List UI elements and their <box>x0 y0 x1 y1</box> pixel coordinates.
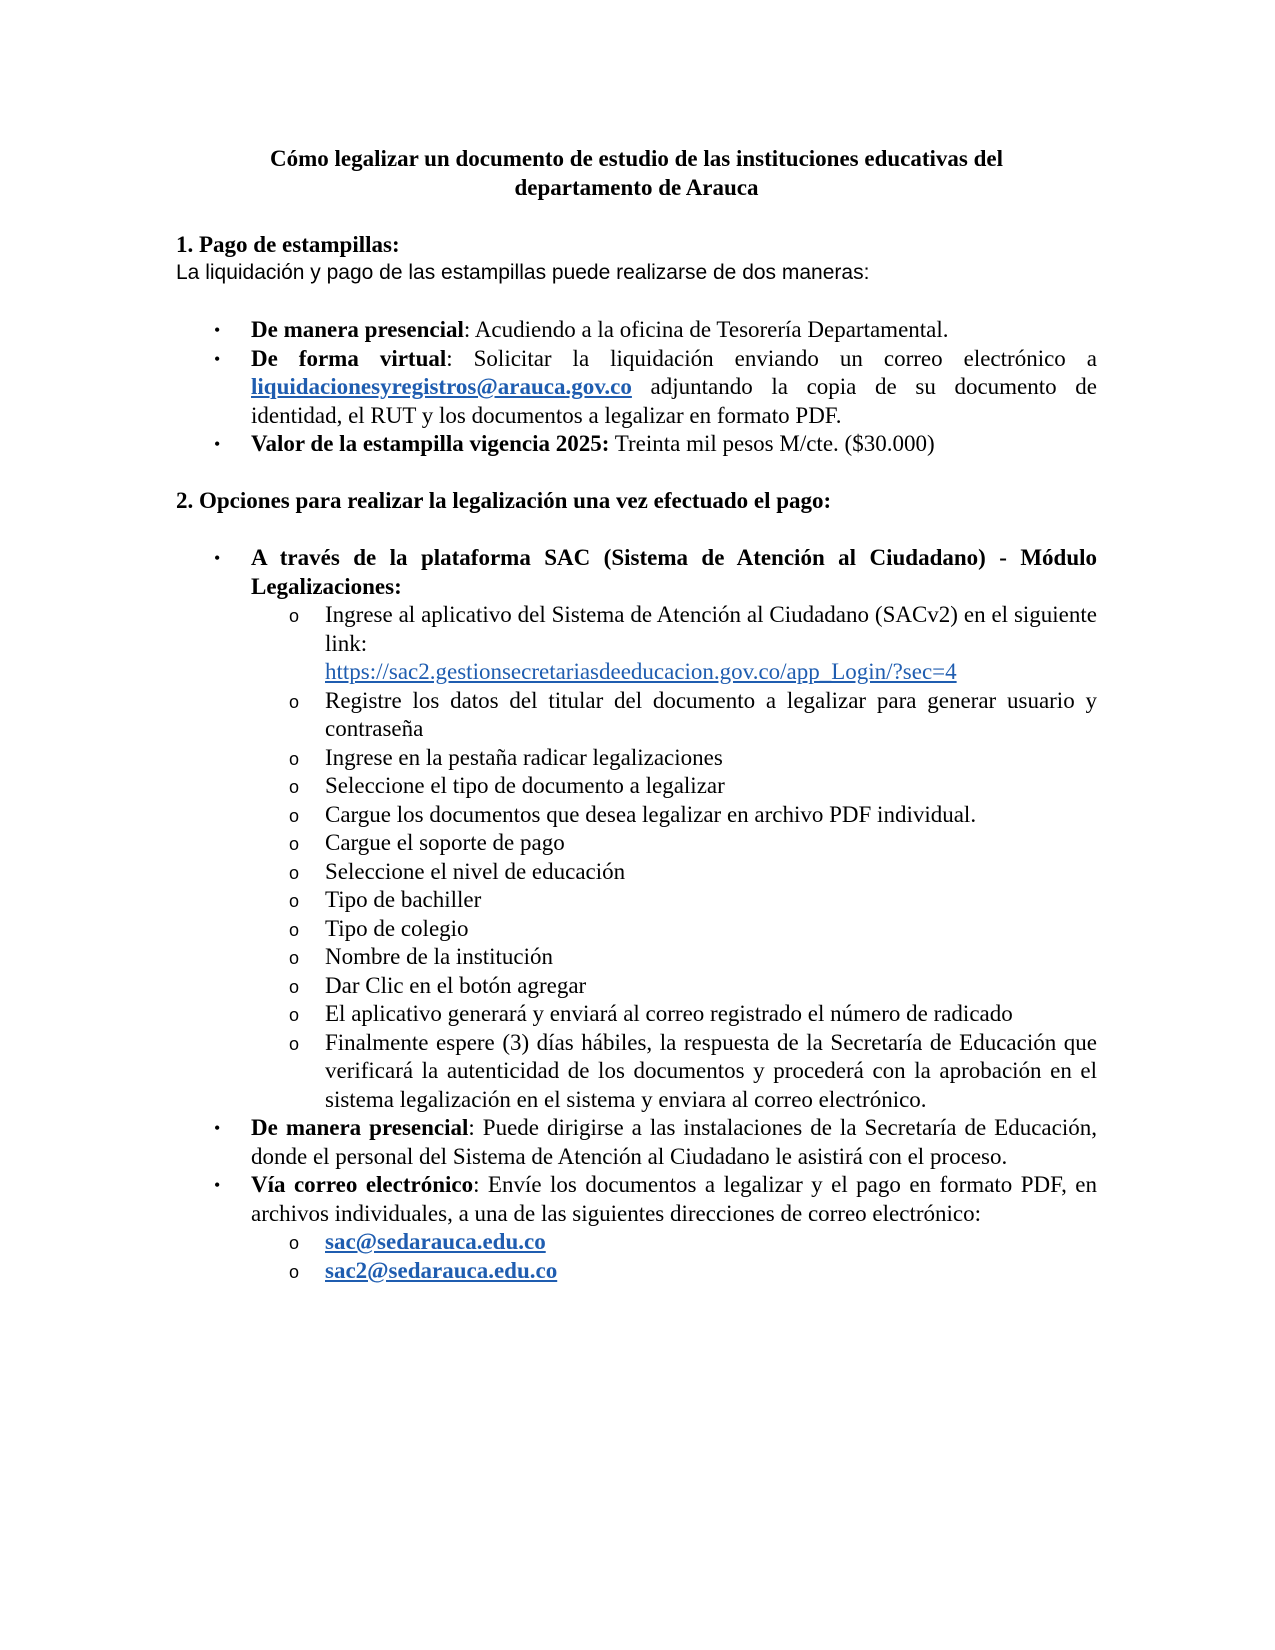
step-text: Ingrese al aplicativo del Sistema de Atención al Ciudadano (SACv2) en el siguiente link: <box>325 602 1097 656</box>
list-item <box>214 316 1097 345</box>
sub-bullet-icon: o <box>289 976 300 997</box>
list-item <box>214 345 1097 431</box>
sub-bullet-icon: o <box>289 748 300 769</box>
option-presencial-label: De manera presencial <box>251 1115 469 1140</box>
step-text: Cargue el soporte de pago <box>325 830 565 855</box>
sub-bullet-icon: o <box>289 805 300 826</box>
list-item <box>289 687 1097 744</box>
sub-bullet-icon: o <box>289 1005 300 1025</box>
list-item <box>289 1000 1097 1029</box>
title-line-2: departamento de Arauca <box>514 174 759 200</box>
step-text: Cargue los documentos que desea legalizar en archivo PDF individual. <box>325 801 977 827</box>
list-item <box>214 430 1097 459</box>
bullet-icon: • <box>214 348 221 369</box>
list-item <box>214 544 1097 1114</box>
list-item <box>289 744 1097 773</box>
list-item <box>214 1114 1097 1171</box>
document-content <box>176 145 1097 1285</box>
list-item <box>289 915 1097 944</box>
payment-methods-list <box>176 316 1097 459</box>
list-item <box>289 1228 1097 1257</box>
liquidaciones-email-link[interactable]: liquidacionesyregistros@arauca.gov.co <box>251 374 632 399</box>
step-text: Tipo de bachiller <box>325 887 482 912</box>
step-text: Registre los datos del titular del documento a legalizar para generar usuario y contraseña <box>325 687 1097 741</box>
item-text-continued: adjuntando la copia de su documento de identidad, el RUT y los documentos a legalizar en formato PDF. <box>251 374 1097 428</box>
step-text: Tipo de colegio <box>325 915 469 941</box>
list-item <box>289 886 1097 915</box>
item-bold-label: De manera presencial <box>251 317 464 342</box>
sac2-email-link[interactable]: sac2@sedarauca.edu.co <box>325 1257 558 1283</box>
bullet-icon: • <box>214 320 221 340</box>
list-item <box>289 943 1097 972</box>
step-text: Seleccione el tipo de documento a legalizar <box>325 773 725 798</box>
item-text: : Acudiendo a la oficina de Tesorería Departamental. <box>463 317 949 342</box>
section-1-intro: La liquidación y pago de las estampillas puede realizarse de dos maneras: <box>176 261 870 284</box>
sub-bullet-icon: o <box>289 948 300 968</box>
sub-bullet-icon: o <box>289 777 300 797</box>
email-addresses-list <box>251 1228 1097 1285</box>
sub-bullet-icon: o <box>289 691 300 712</box>
sac-steps-list <box>251 601 1097 1114</box>
step-text: Finalmente espere (3) días hábiles, la respuesta de la Secretaría de Educación que verificará la autenticidad de los documentos y procederá con la aprobación en el sistema legalización en el sistema y enviara al correo electrónico. <box>325 1029 1097 1112</box>
list-item <box>289 829 1097 858</box>
sub-bullet-icon: o <box>289 1033 300 1054</box>
list-item <box>289 1029 1097 1115</box>
section-1-heading: 1. Pago de estampillas: <box>176 231 400 257</box>
sub-bullet-icon: o <box>289 834 300 854</box>
sac-email-link[interactable]: sac@sedarauca.edu.co <box>325 1229 546 1254</box>
item-text: Treinta mil pesos M/cte. ($30.000) <box>609 431 935 456</box>
bullet-icon: • <box>214 1175 221 1195</box>
bullet-icon: • <box>214 1118 221 1138</box>
step-text: Seleccione el nivel de educación <box>325 858 626 884</box>
sub-bullet-icon: o <box>289 891 300 911</box>
sac-login-link[interactable]: https://sac2.gestionsecretariasdeeducacion.gov.co/app_Login/?sec=4 <box>325 659 957 684</box>
bullet-icon: • <box>214 548 221 568</box>
step-text: Nombre de la institución <box>325 944 554 969</box>
list-item <box>289 972 1097 1001</box>
sub-bullet-icon: o <box>289 919 300 940</box>
bullet-icon: • <box>214 434 221 454</box>
step-text: Dar Clic en el botón agregar <box>325 972 587 998</box>
sub-bullet-icon: o <box>289 606 300 626</box>
step-text: Ingrese en la pestaña radicar legalizaciones <box>325 744 723 770</box>
sub-bullet-icon: o <box>289 1261 300 1282</box>
title-line-1: Cómo legalizar un documento de estudio de las instituciones educativas del <box>269 146 1004 171</box>
list-item <box>289 858 1097 887</box>
list-item <box>289 772 1097 801</box>
item-text: : Solicitar la liquidación enviando un correo electrónico a <box>446 345 1097 371</box>
list-item <box>214 1171 1097 1285</box>
step-text: El aplicativo generará y enviará al correo registrado el número de radicado <box>325 1001 1013 1026</box>
list-item <box>289 1257 1097 1286</box>
list-item <box>289 801 1097 830</box>
item-text: : Envíe los documentos a legalizar y el pago en formato PDF, en archivos individuales, a una de las siguientes direcciones de correo electrónico: <box>251 1172 1097 1226</box>
option-sac-label: A través de la plataforma SAC (Sistema de Atención al Ciudadano) - Módulo Legalizaciones: <box>251 545 1097 599</box>
legalization-options-list <box>176 544 1097 1285</box>
item-bold-label: Valor de la estampilla vigencia 2025: <box>251 431 610 456</box>
item-bold-label: De forma virtual <box>251 345 447 371</box>
item-text: : Puede dirigirse a las instalaciones de la Secretaría de Educación, donde el personal del Sistema de Atención al Ciudadano le asistirá con el proceso. <box>251 1115 1097 1169</box>
sub-bullet-icon: o <box>289 862 300 883</box>
document-title <box>176 145 1097 202</box>
sub-bullet-icon: o <box>289 1233 300 1253</box>
option-email-label: Vía correo electrónico <box>251 1172 474 1197</box>
section-2-heading: 2. Opciones para realizar la legalización una vez efectuado el pago: <box>176 488 832 513</box>
list-item <box>289 601 1097 687</box>
